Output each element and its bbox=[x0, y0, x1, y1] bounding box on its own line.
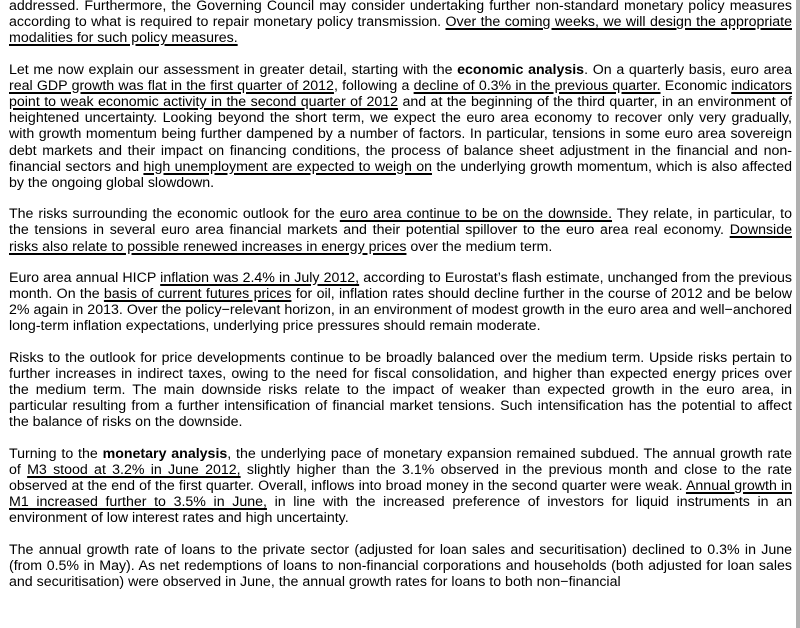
text-run: Turning to the bbox=[9, 445, 103, 462]
underlined-phrase: indicators point to weak economic activity in the second quarter of 2012 bbox=[9, 77, 792, 111]
underlined-phrase: real GDP growth was flat in the first quarter of 2012 bbox=[9, 77, 334, 94]
text-run: the underlying growth momentum, which is also affected by the ongoing global slowdown. bbox=[9, 158, 792, 192]
text-run: The risks surrounding the economic outlook for the bbox=[9, 206, 340, 223]
underlined-phrase: decline of 0.3% in the previous quarter. bbox=[413, 77, 661, 94]
text-run: They relate, in particular, to the tensions in several euro area financial markets and their potential spillover to the euro area real economy. bbox=[9, 206, 792, 239]
paragraph bbox=[9, 350, 792, 431]
text-run: Let me now explain our assessment in greater detail, starting with the bbox=[9, 61, 458, 78]
text-run: for oil, inflation rates should decline further in the course of 2012 and be below 2% again in 2013. Over the policy−relevant horizon, in an environment of modest growth in the euro area and well−anchored long-term inflation expectations, underlying price pressures should remain moderate. bbox=[9, 286, 793, 335]
paragraph bbox=[9, 206, 792, 255]
scrollbar-edge[interactable] bbox=[796, 0, 800, 628]
underlined-phrase: Annual growth in M1 increased further to 3.5% in June, bbox=[9, 478, 793, 511]
text-run: addressed. Furthermore, the Governing Council may consider undertaking further non-standard monetary policy measures according to what is required to repair monetary policy transmission. bbox=[9, 0, 792, 31]
text-run: . On a quarterly basis, euro area bbox=[584, 61, 792, 78]
document-page bbox=[9, 0, 792, 605]
underlined-phrase: Downside risks also relate to possible renewed increases in energy prices bbox=[9, 222, 792, 255]
underlined-phrase: Over the coming weeks, we will design the appropriate modalities for such policy measures. bbox=[9, 14, 792, 47]
underlined-phrase: basis of current futures prices bbox=[103, 286, 292, 303]
paragraph bbox=[9, 0, 792, 47]
paragraph bbox=[9, 446, 792, 527]
bold-heading-phrase: monetary analysis bbox=[102, 445, 228, 462]
text-run: Economic bbox=[660, 77, 732, 94]
underlined-phrase: inflation was 2.4% in July 2012, bbox=[160, 269, 360, 286]
underlined-phrase: euro area continue to be on the downside. bbox=[339, 206, 613, 223]
text-run: Euro area annual HICP bbox=[9, 269, 161, 286]
underlined-phrase: M3 stood at 3.2% in June 2012, bbox=[27, 461, 241, 478]
text-run: and at the beginning of the third quarter, in an environment of heightened uncertainty. Looking beyond the short term, we expect the euro area economy to recover only very gradually, with growth momentum being further dampened by a number of factors. In particular, tensions in some euro area sovereign debt markets and their impact on financing conditions, the process of balance sheet adjustment in the financial and non-financial sectors and bbox=[9, 94, 792, 175]
paragraph bbox=[9, 270, 792, 335]
text-run: , following a bbox=[333, 77, 414, 94]
text-run: Risks to the outlook for price developments continue to be broadly balanced over the medium term. Upside risks pertain to further increases in indirect taxes, owing to the need for fiscal consolidation, and higher than expected energy prices over the medium term. The main downside risks relate to the impact of weaker than expected growth in the euro area, in particular resulting from a further intensification of financial market tensions. Such intensification has the potential to affect the balance of risks on the downside. bbox=[9, 349, 792, 431]
text-run: , the underlying pace of monetary expansion remained subdued. The annual growth rate of bbox=[9, 445, 792, 478]
text-run: over the medium term. bbox=[406, 238, 553, 255]
text-run: slightly higher than the 3.1% observed in the previous month and close to the rate observed at the end of the first quarter. Overall, inflows into broad money in the second quarter were weak. bbox=[9, 461, 793, 495]
paragraph bbox=[9, 542, 792, 591]
underlined-phrase: high unemployment are expected to weigh on bbox=[143, 158, 432, 175]
bold-heading-phrase: economic analysis bbox=[457, 61, 585, 78]
text-run: in line with the increased preference of investors for liquid instruments in an environment of low interest rates and high uncertainty. bbox=[9, 494, 792, 527]
paragraph bbox=[9, 62, 792, 192]
text-run: according to Eurostat’s flash estimate, unchanged from the previous month. On the bbox=[9, 269, 793, 303]
text-run: The annual growth rate of loans to the private sector (adjusted for loan sales and securitisation) declined to 0.3% in June (from 0.5% in May). As net redemptions of loans to non-financial corporations and households (both adjusted for loan sales and securitisation) were observed in June, the annual growth rates for loans to both non−financial bbox=[9, 541, 792, 591]
